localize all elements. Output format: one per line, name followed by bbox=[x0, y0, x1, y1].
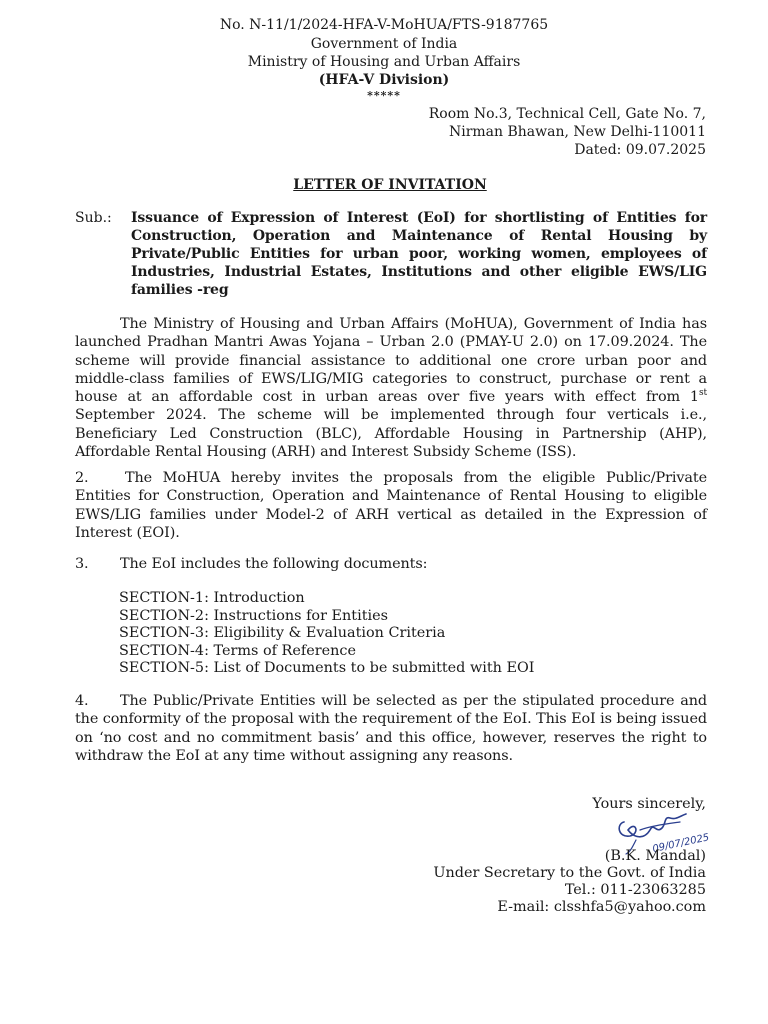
letter-date: Dated: 09.07.2025 bbox=[574, 142, 706, 158]
salutation: Yours sincerely, bbox=[592, 796, 706, 812]
paragraph-3 bbox=[75, 555, 707, 573]
paragraph-1-text-a: The Ministry of Housing and Urban Affairs (MoHUA), Government of India has launched Pradhan Mantri Awas Yojana – Urban 2.0 (PMAY-U 2.0) on 17.09.2024. The scheme will provide financial assistance to additional one crore urban poor and middle-class families of EWS/LIG/MIG categories to construct, purchase or rent a house at an affordable cost in urban areas over five years with effect from 1 bbox=[75, 316, 707, 406]
paragraph-4-number: 4. bbox=[75, 693, 89, 709]
header-stars: ***** bbox=[367, 89, 401, 102]
section-item: SECTION-3: Eligibility & Evaluation Criteria bbox=[119, 625, 446, 641]
letter-title: LETTER OF INVITATION bbox=[293, 177, 487, 193]
subject-label: Sub.: bbox=[75, 210, 112, 226]
government-line: Government of India bbox=[310, 36, 458, 52]
section-list bbox=[119, 590, 535, 678]
address-line-1: Room No.3, Technical Cell, Gate No. 7, bbox=[428, 106, 706, 122]
section-item: SECTION-4: Terms of Reference bbox=[119, 642, 356, 659]
svg-text:09/07/2025: 09/07/2025 bbox=[651, 832, 711, 856]
paragraph-2-text: The MoHUA hereby invites the proposals from the eligible Public/Private Entities for Construction, Operation and Maintenance of Rental Housing to eligible EWS/LIG families under Model-2 of ARH vertical as detailed in the Expression of Interest (EOI). bbox=[75, 470, 707, 541]
paragraph-1-text-b: September 2024. The scheme will be implemented through four verticals i.e., Beneficiary Led Construction (BLC), Affordable Housing in Partnership (AHP), Affordable Rental Housing (ARH) and Interest Subsidy Scheme (ISS). bbox=[75, 407, 707, 461]
section-item: SECTION-5: List of Documents to be submitted with EOI bbox=[119, 660, 535, 676]
address-line-2: Nirman Bhawan, New Delhi-110011 bbox=[448, 124, 706, 140]
paragraph-4-text: The Public/Private Entities will be selected as per the stipulated procedure and the conformity of the proposal with the requirement of the EoI. This EoI is being issued on ‘no cost and no commitment basis’ and this office, however, reserves the right to withdraw the EoI at any time without assigning any reasons. bbox=[75, 693, 707, 764]
paragraph-3-number: 3. bbox=[75, 556, 89, 572]
section-item: SECTION-2: Instructions for Entities bbox=[119, 607, 388, 624]
subject-text: Issuance of Expression of Interest (EoI) for shortlisting of Entities for Construction, Operation and Maintenance of Rental Housing by Private/Public Entities for urban poor, working women, employees of Industries, Industrial Estates, Institutions and other eligible EWS/LIG families -reg bbox=[131, 210, 707, 298]
paragraph-1 bbox=[75, 315, 707, 461]
signatory-name: (B.K. Mandal) bbox=[604, 848, 706, 864]
section-item: SECTION-1: Introduction bbox=[119, 590, 305, 606]
signatory-email: E-mail: clsshfa5@yahoo.com bbox=[497, 899, 706, 915]
paragraph-2 bbox=[75, 469, 707, 542]
signatory-telephone: Tel.: 011-23063285 bbox=[564, 882, 706, 898]
ministry-line: Ministry of Housing and Urban Affairs bbox=[247, 54, 521, 70]
paragraph-4 bbox=[75, 692, 707, 765]
paragraph-3-text: The EoI includes the following documents: bbox=[120, 556, 428, 572]
file-number: No. N-11/1/2024-HFA-V-MoHUA/FTS-9187765 bbox=[219, 17, 549, 33]
division-line: (HFA-V Division) bbox=[318, 72, 450, 88]
paragraph-1-superscript: st bbox=[698, 388, 707, 399]
signatory-designation: Under Secretary to the Govt. of India bbox=[433, 865, 706, 881]
paragraph-2-number: 2. bbox=[75, 470, 89, 486]
